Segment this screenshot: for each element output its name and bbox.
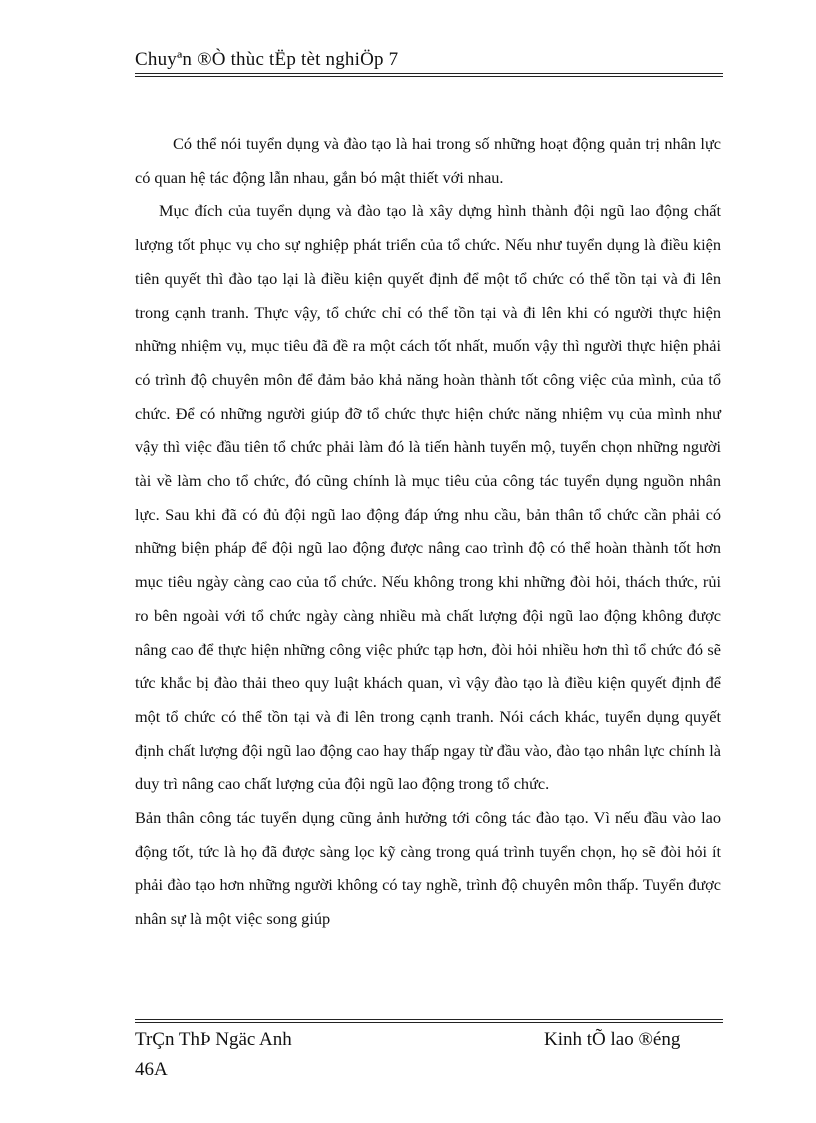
page-footer (135, 1019, 723, 1083)
paragraph-intro: Có thể nói tuyển dụng và đào tạo là hai trong số những hoạt động quản trị nhân lực có quan hệ tác động lẫn nhau, gắn bó mật thiết với nhau. (135, 134, 721, 187)
footer-department: Kinh tÕ lao ®éng (544, 1029, 681, 1050)
footer-row (135, 1027, 723, 1057)
document-body (135, 127, 721, 936)
page-header (135, 48, 723, 77)
paragraph-recruitment-impact: Bản thân công tác tuyển dụng cũng ảnh hưởng tới công tác đào tạo. Vì nếu đầu vào lao động tốt, tức là họ đã được sàng lọc kỹ càng trong quá trình tuyển chọn, họ sẽ đòi hỏi ít phải đào tạo hơn những người không có tay nghề, trình độ chuyên môn thấp. Tuyển được nhân sự là một việc song giúp (135, 808, 721, 929)
footer-rule-bottom (135, 1022, 723, 1023)
header-rule-top (135, 73, 723, 74)
footer-author: TrÇn ThÞ Ngäc Anh (135, 1029, 292, 1050)
header-rule-bottom (135, 76, 723, 77)
paragraph-purpose: Mục đích của tuyển dụng và đào tạo là xây dựng hình thành đội ngũ lao động chất lượng tốt phục vụ cho sự nghiệp phát triển của tổ chức. Nếu như tuyển dụng là điều kiện tiên quyết thì đào tạo lại là điều kiện quyết định để một tổ chức có thể tồn tại và đi lên trong cạnh tranh. Thực vậy, tổ chức chỉ có thể tồn tại và đi lên khi có người thực hiện những nhiệm vụ, mục tiêu đã đề ra một cách tốt nhất, muốn vậy thì người thực hiện phải có trình độ chuyên môn để đảm bảo khả năng hoàn thành tốt công việc của mình, của tổ chức. Để có những người giúp đỡ tổ chức thực hiện chức năng nhiệm vụ của mình như vậy thì việc đầu tiên tổ chức phải làm đó là tiến hành tuyển mộ, tuyển chọn những người tài về làm cho tổ chức, đó cũng chính là mục tiêu của công tác tuyển dụng nguồn nhân lực. Sau khi đã có đủ đội ngũ lao động đáp ứng nhu cầu, bản thân tổ chức cần phải có những biện pháp để đội ngũ lao động được nâng cao trình độ có thể hoàn thành tốt hơn mục tiêu ngày càng cao của tổ chức. Nếu không trong khi những đòi hỏi, thách thức, rủi ro bên ngoài với tổ chức ngày càng nhiều mà chất lượng đội ngũ lao động không được nâng cao để thực hiện những công việc phức tạp hơn, đòi hỏi nhiều hơn thì tổ chức đó sẽ tức khắc bị đào thải theo quy luật khách quan, vì vậy đào tạo là điều kiện quyết định để một tổ chức có thể tồn tại và đi lên trong cạnh tranh. Nói cách khác, tuyển dụng quyết định chất lượng đội ngũ lao động cao hay thấp ngay từ đầu vào, đào tạo nhân lực chính là duy trì nâng cao chất lượng của đội ngũ lao động trong tổ chức. (135, 201, 721, 794)
footer-class-code: 46A (135, 1059, 168, 1080)
footer-rule-top (135, 1019, 723, 1020)
header-title: Chuyªn ®Ò thùc tËp tèt nghiÖp 7 (135, 49, 399, 70)
